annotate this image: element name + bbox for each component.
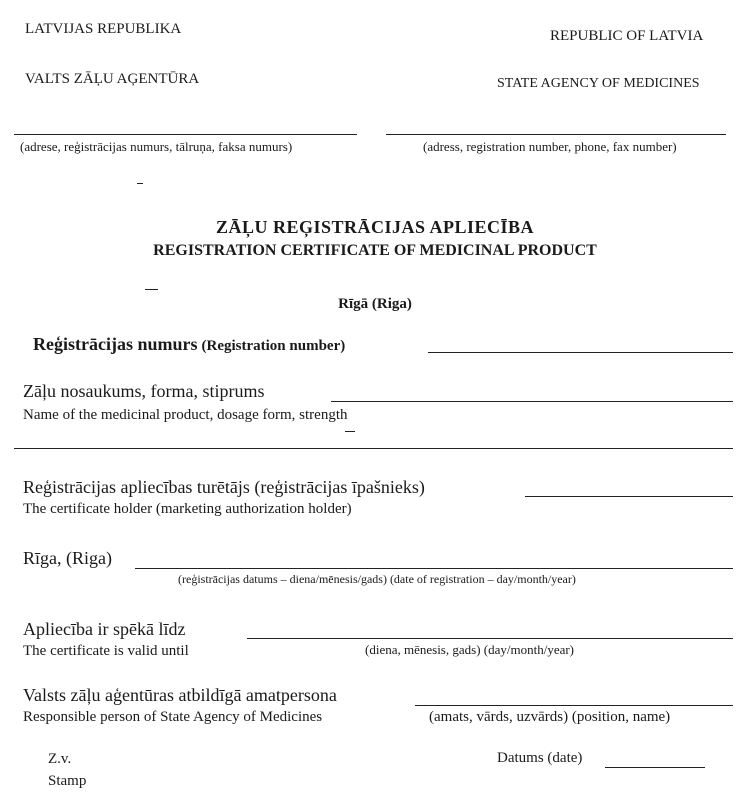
holder-label-lv: Reģistrācijas apliecības turētājs (reģistrācijas īpašnieks) [23,477,425,497]
registration-number-label [33,334,345,355]
address-hint-lv: (adrese, reģistrācijas numurs, tālruņa, faksa numurs) [20,139,293,154]
decorative-dash [137,183,143,184]
responsible-person-hint: (amats, vārds, uzvārds) (position, name) [429,709,671,725]
address-line-lv [14,134,357,135]
date-field[interactable] [605,767,705,768]
country-en: REPUBLIC OF LATVIA [550,28,704,44]
responsible-person-label-lv: Valsts zāļu aģentūras atbildīgā amatpersona [23,685,337,705]
decorative-dash [345,431,355,432]
agency-lv: VALTS ZĀĻU AĢENTŪRA [25,71,200,87]
registration-number-label-en: (Registration number) [201,338,346,354]
valid-until-label-lv: Apliecība ir spēkā līdz [23,619,186,639]
responsible-person-label-en: Responsible person of State Agency of Medicines [23,709,323,725]
valid-until-field[interactable] [247,638,733,639]
stamp-label-lv: Z.v. [48,751,72,767]
country-lv: LATVIJAS REPUBLIKA [25,21,182,37]
certificate-title-en: REGISTRATION CERTIFICATE OF MEDICINAL PRODUCT [153,242,597,259]
valid-until-hint: (diena, mēnesis, gads) (day/month/year) [365,642,575,657]
decorative-dash [145,289,158,290]
address-hint-en: (adress, registration number, phone, fax number) [423,139,677,154]
responsible-person-field[interactable] [415,705,733,706]
registration-number-label-lv: Reģistrācijas numurs [33,334,198,354]
product-name-field-continued[interactable] [14,448,733,449]
product-name-field[interactable] [331,401,733,402]
holder-label-en: The certificate holder (marketing authorization holder) [23,501,352,517]
issue-place: Rīgā (Riga) [338,296,412,312]
date-label: Datums (date) [497,750,583,766]
holder-field[interactable] [525,496,733,497]
registration-date-field[interactable] [135,568,733,569]
registration-date-label: Rīga, (Riga) [23,548,112,568]
product-name-label-en: Name of the medicinal product, dosage form, strength [23,407,348,423]
address-line-en [386,134,726,135]
stamp-label-en: Stamp [48,773,87,789]
certificate-title-lv: ZĀĻU REĢISTRĀCIJAS APLIECĪBA [215,217,535,237]
registration-date-hint: (reģistrācijas datums – diena/mēnesis/gads) (date of registration – day/month/year) [178,572,576,586]
product-name-label-lv: Zāļu nosaukums, forma, stiprums [23,381,265,401]
registration-number-field[interactable] [428,352,733,353]
valid-until-label-en: The certificate is valid until [23,643,189,659]
agency-en: STATE AGENCY OF MEDICINES [497,76,700,91]
